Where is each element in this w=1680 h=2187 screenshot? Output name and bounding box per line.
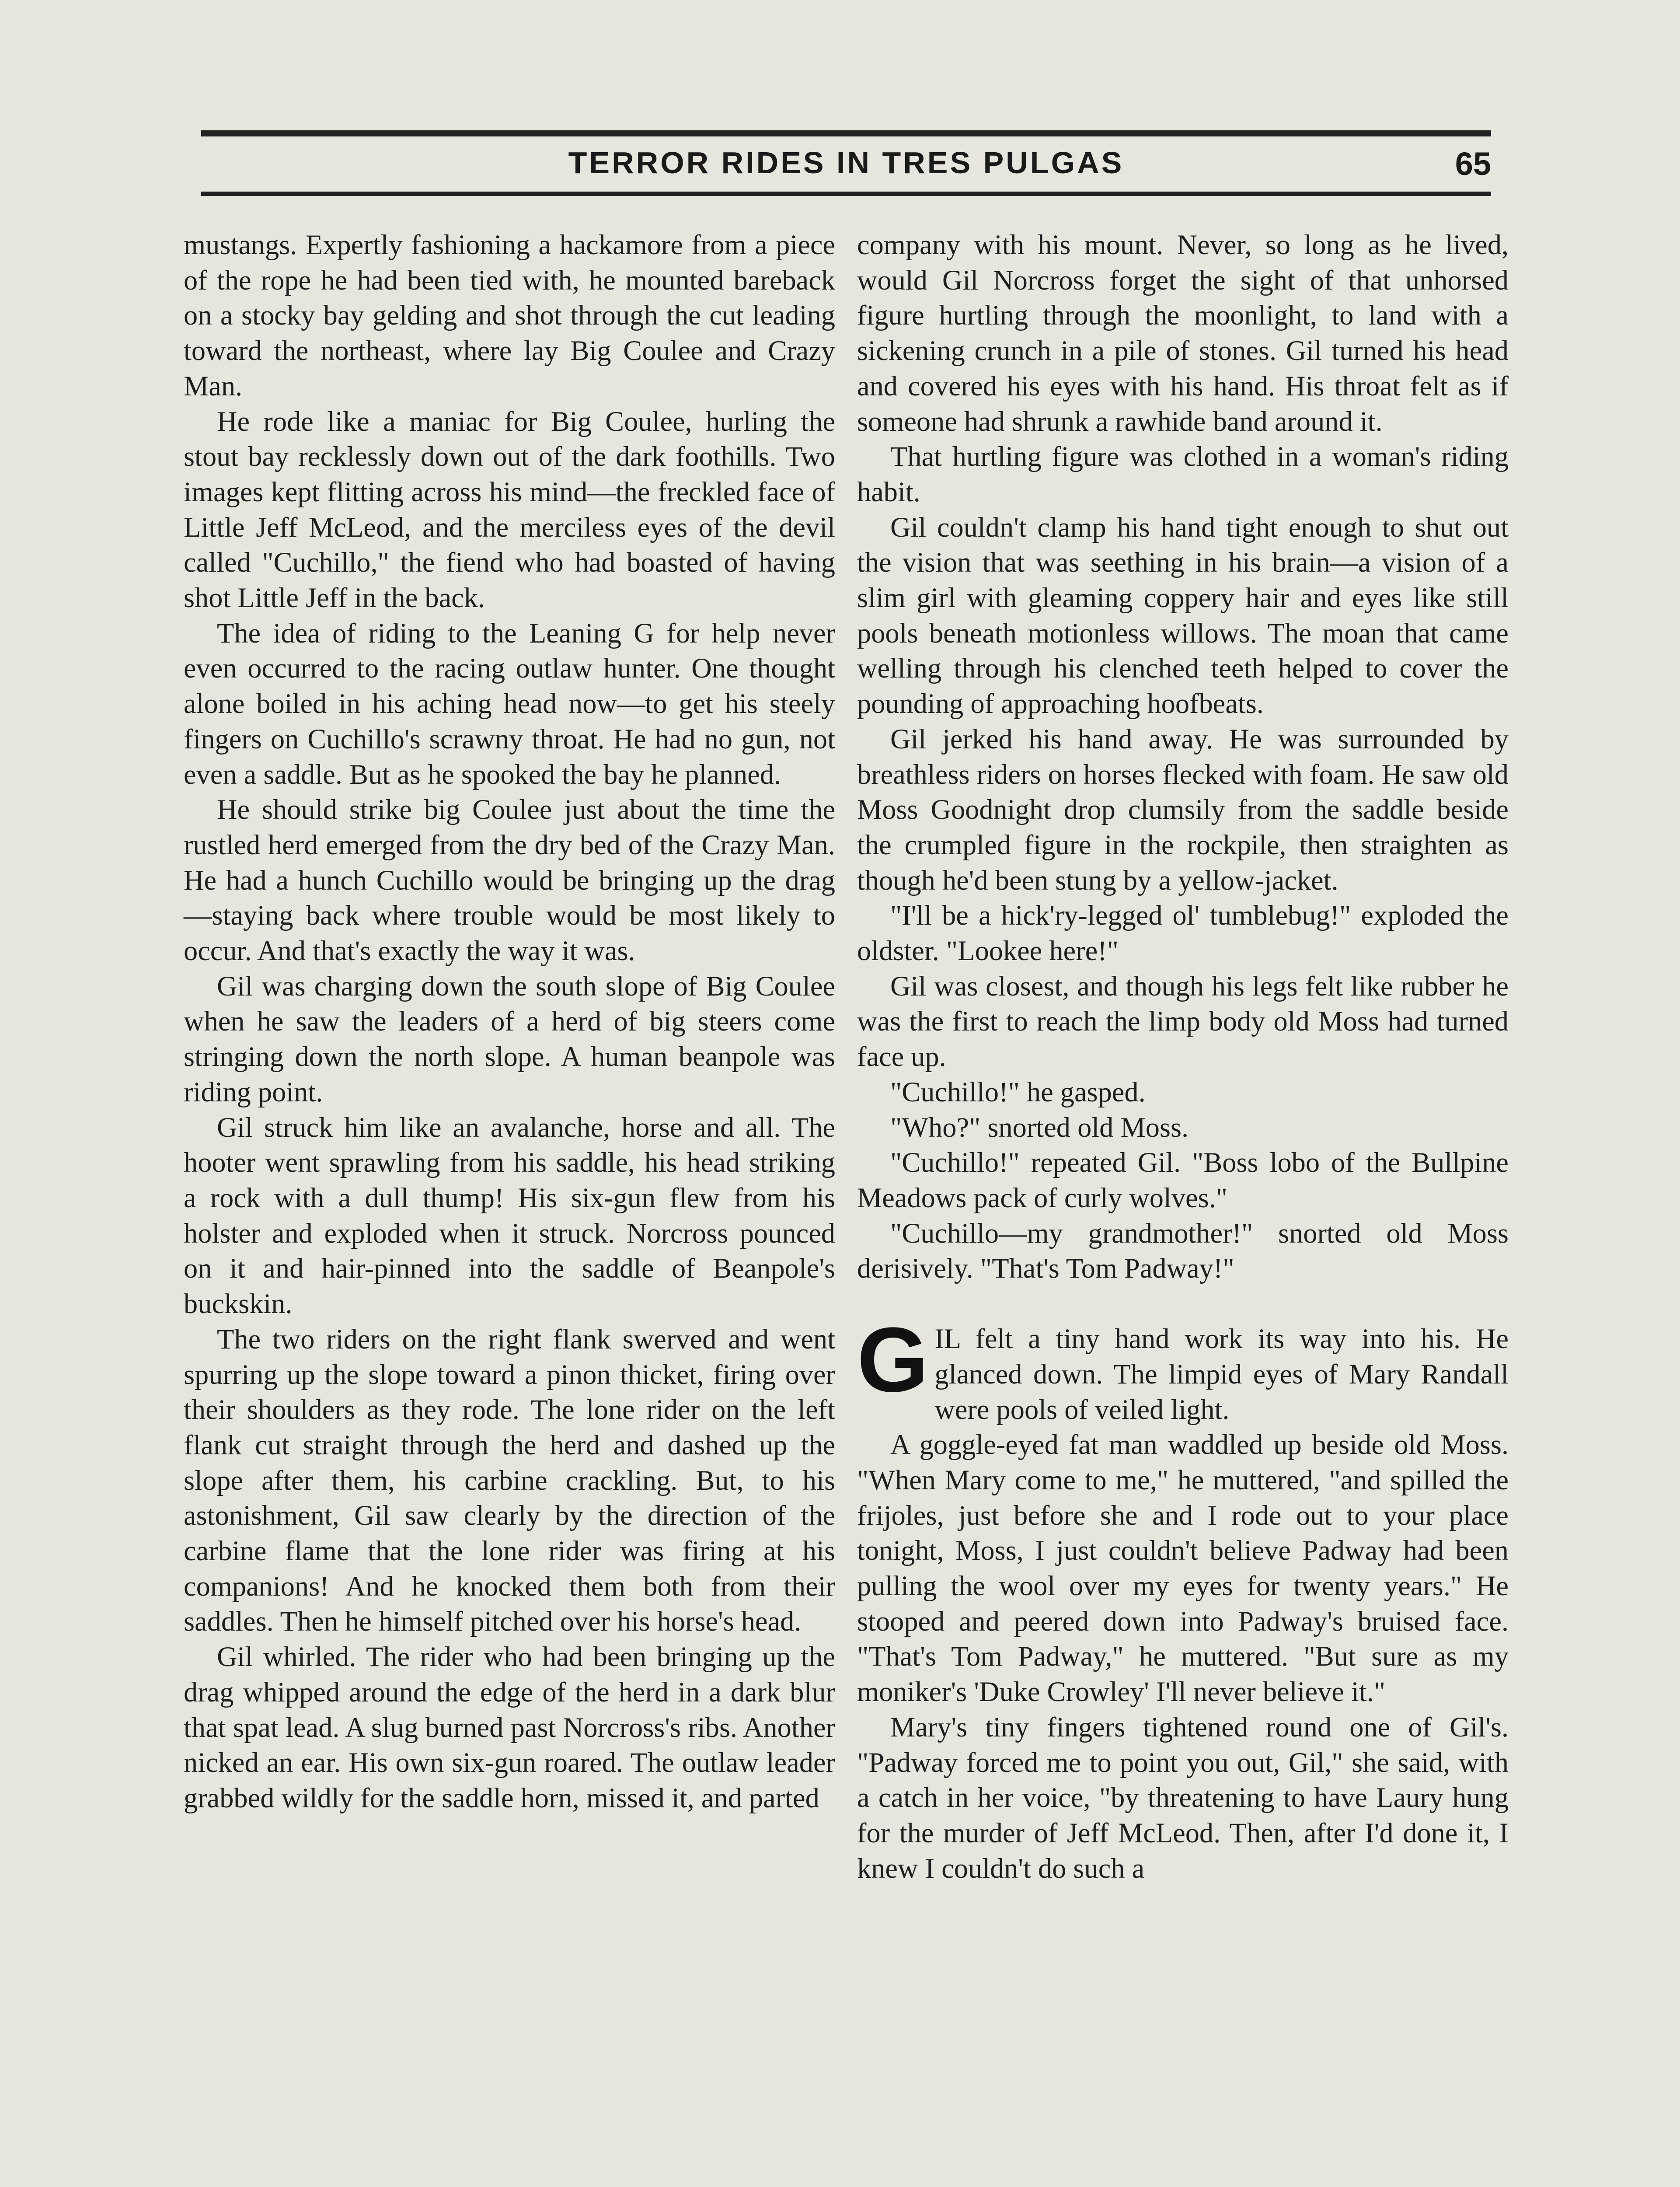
paragraph: He should strike big Coulee just about the time the rustled herd emerged from the dry bed of the Crazy Man. He had a hunch Cuchillo would be bringing up the drag—staying back where trouble would be most likely to occur. And that's exactly the way it was. — [184, 794, 835, 967]
paragraph: Gil whirled. The rider who had been bringing up the drag whipped around the edge of the herd in a dark blur that spat lead. A slug burned past Norcross's ribs. Another nicked an ear. His own six-gun roared. The outlaw leader grabbed wildly for the saddle horn, missed it, and parted — [184, 1641, 835, 1813]
paragraph: Gil couldn't clamp his hand tight enough to shut out the vision that was seething in his brain—a vision of a slim girl with gleaming coppery hair and eyes like still pools beneath motionless willows. The moan that came welling through his clenched teeth helped to cover the pounding of approaching hoofbeats. — [857, 511, 1509, 720]
paragraph: mustangs. Expertly fashioning a hackamore from a piece of the rope he had been tied with, he mounted bareback on a stocky bay gelding and shot through the cut leading toward the northeast, where lay Big Coulee and Crazy Man. — [184, 229, 835, 402]
paragraph: The two riders on the right flank swerved and went spurring up the slope toward a pinon thicket, firing over their shoulders as they rode. The lone rider on the left flank cut straight through the herd and dashed up the slope after them, his carbine crackling. But, to his astonishment, Gil saw clearly by the direction of the carbine flame that the lone rider was firing at his companions! And he knocked them both from their saddles. Then he himself pitched over his horse's head. — [184, 1323, 835, 1637]
paragraph: He rode like a maniac for Big Coulee, hurling the stout bay recklessly down out of the dark foothills. Two images kept flitting across his mind—the freckled face of Little Jeff McLeod, and the merciless eyes of the devil called "Cuchillo," the fiend who had boasted of having shot Little Jeff in the back. — [184, 405, 835, 614]
paragraph: The idea of riding to the Leaning G for help never even occurred to the racing outlaw hunter. One thought alone boiled in his aching head now—to get his steely fingers on Cuchillo's scrawny throat. He had no gun, not even a saddle. But as he spooked the bay he planned. — [184, 617, 835, 790]
left-text-column — [184, 227, 835, 1816]
running-title: TERROR RIDES IN TRES PULGAS — [568, 146, 1124, 180]
paragraph: Gil was charging down the south slope of Big Coulee when he saw the leaders of a herd of big steers come stringing down the north slope. A human beanpole was riding point. — [184, 970, 835, 1107]
paragraph: Mary's tiny fingers tightened round one of Gil's. "Padway forced me to point you out, Gil," she said, with a catch in her voice, "by threatening to have Laury hung for the murder of Jeff McLeod. Then, after I'd done it, I knew I couldn't do such a — [857, 1711, 1509, 1884]
section-opening-paragraph — [857, 1308, 1509, 1427]
paragraph: "I'll be a hick'ry-legged ol' tumblebug!" exploded the oldster. "Lookee here!" — [857, 900, 1509, 967]
paragraph: "Cuchillo!" repeated Gil. "Boss lobo of the Bullpine Meadows pack of curly wolves." — [857, 1147, 1509, 1213]
paragraph: "Cuchillo—my grandmother!" snorted old Moss derisively. "That's Tom Padway!" — [857, 1217, 1509, 1284]
paragraph: Gil was closest, and though his legs felt like rubber he was the first to reach the limp body old Moss had turned face up. — [857, 970, 1509, 1073]
paragraph: company with his mount. Never, so long as he lived, would Gil Norcross forget the sight of that unhorsed figure hurtling through the moonlight, to land with a sickening crunch in a pile of stones. Gil turned his head and covered his eyes with his hand. His throat felt as if someone had shrunk a rawhide band around it. — [857, 229, 1509, 437]
paragraph: Gil jerked his hand away. He was surrounded by breathless riders on horses flecked with foam. He saw old Moss Goodnight drop clumsily from the saddle beside the crumpled figure in the rockpile, then straighten as though he'd been stung by a yellow-jacket. — [857, 723, 1509, 896]
right-text-column — [857, 227, 1509, 1886]
drop-cap: G — [857, 1308, 929, 1411]
paragraph: A goggle-eyed fat man waddled up beside old Moss. "When Mary come to me," he muttered, "and spilled the frijoles, just before she and I rode out to your place tonight, Moss, I just couldn't believe Padway had been pulling the wool over my eyes for twenty years." He stooped and peered down into Padway's bruised face. "That's Tom Padway," he muttered. "But sure as my moniker's 'Duke Crowley' I'll never believe it." — [857, 1429, 1509, 1708]
paragraph: That hurtling figure was clothed in a woman's riding habit. — [857, 441, 1509, 507]
paragraph: Gil struck him like an avalanche, horse and all. The hooter went sprawling from his saddle, his head striking a rock with a dull thump! His six-gun flew from his holster and exploded when it struck. Norcross pounced on it and hair-pinned into the saddle of Beanpole's buckskin. — [184, 1111, 835, 1320]
running-header — [201, 130, 1491, 196]
paragraph: "Cuchillo!" he gasped. — [890, 1076, 1146, 1107]
paragraph: "Who?" snorted old Moss. — [890, 1111, 1189, 1143]
opening-text: IL felt a tiny hand work its way into his. He glanced down. The limpid eyes of Mary Randall were pools of veiled light. — [934, 1323, 1509, 1425]
page-number: 65 — [1455, 146, 1491, 182]
